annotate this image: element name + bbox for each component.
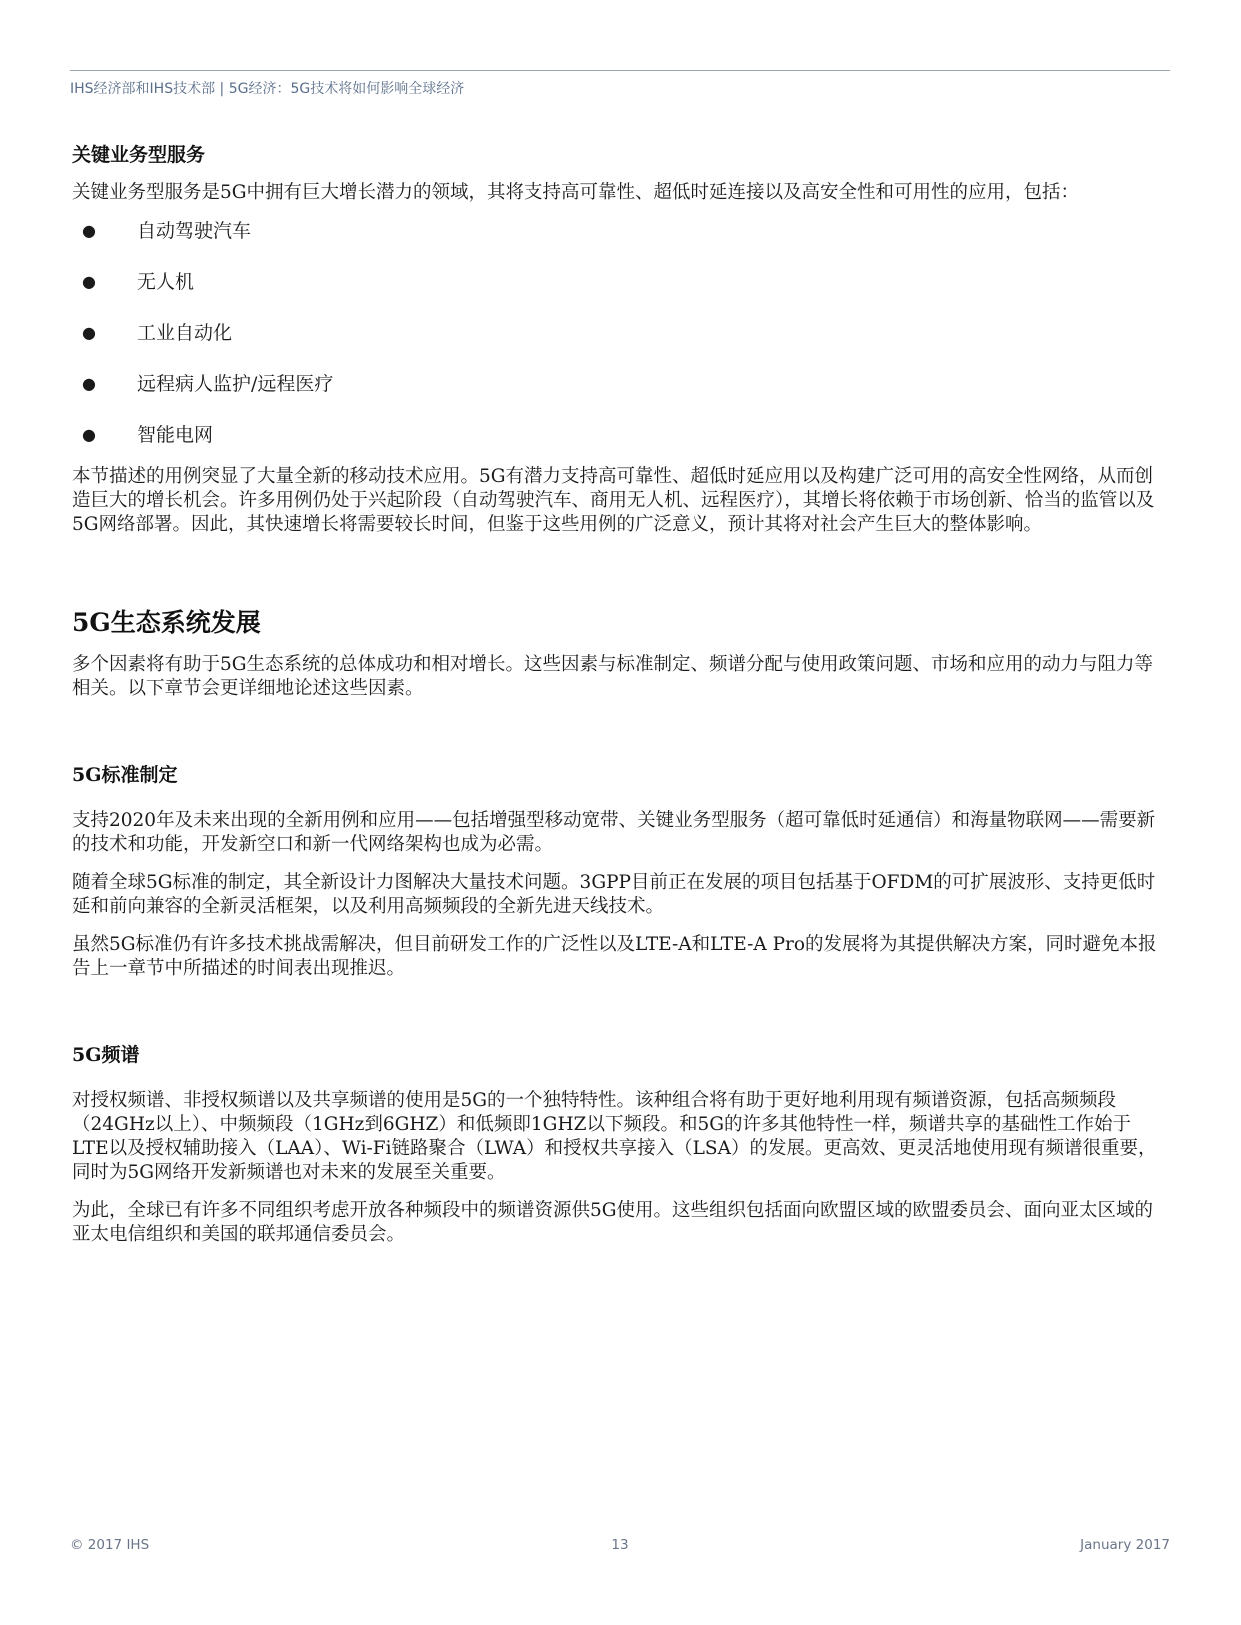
standards-heading: 5G标准制定 bbox=[72, 764, 178, 786]
spectrum-paragraph-1: 对授权频谱、非授权频谱以及共享频谱的使用是5G的一个独特特性。该种组合将有助于更好地利用现有频谱资源，包括高频频段（24GHz以上）、中频频段（1GHz到6GHZ）和低频即1GHZ以下频段。和5G的许多其他特性一样，频谱共享的基础性工作始于LTE以及授权辅助接入（LAA）、Wi-Fi链路聚合（LWA）和授权共享接入（LSA）的发展。更高效、更灵活地使用现有频谱很重要，同时为5G网络开发新频谱也对未来的发展至关重要。 bbox=[72, 1090, 1157, 1183]
header-rule bbox=[70, 70, 1170, 71]
critical-services-intro: 关键业务型服务是5G中拥有巨大增长潜力的领域，其将支持高可靠性、超低时延连接以及高安全性和可用性的应用，包括： bbox=[72, 182, 1080, 203]
bullet-icon: ● bbox=[82, 374, 96, 393]
running-header: IHS经济部和IHS技术部 | 5G经济：5G技术将如何影响全球经济 bbox=[70, 81, 465, 97]
standards-paragraph-2: 随着全球5G标准的制定，其全新设计力图解决大量技术问题。3GPP目前正在发展的项目包括基于OFDM的可扩展波形、支持更低时延和前向兼容的全新灵活框架，以及利用高频频段的全新先进天线技术。 bbox=[72, 872, 1156, 917]
list-item: ● 远程病人监护/远程医疗 bbox=[72, 372, 1162, 396]
list-item: ● 智能电网 bbox=[72, 423, 1162, 447]
standards-paragraph-1: 支持2020年及未来出现的全新用例和应用——包括增强型移动宽带、关键业务型服务（超可靠低时延通信）和海量物联网——需要新的技术和功能，开发新空口和新一代网络架构也成为必需。 bbox=[72, 810, 1156, 855]
page-content bbox=[72, 140, 1162, 1261]
bullet-icon: ● bbox=[82, 323, 96, 342]
critical-services-list bbox=[72, 219, 1162, 447]
list-item: ● 工业自动化 bbox=[72, 321, 1162, 345]
bullet-icon: ● bbox=[82, 272, 96, 291]
page-footer bbox=[70, 1537, 1170, 1557]
list-item: ● 自动驾驶汽车 bbox=[72, 219, 1162, 243]
footer-date: January 2017 bbox=[1080, 1537, 1170, 1553]
ecosystem-heading: 5G生态系统发展 bbox=[72, 608, 261, 637]
spectrum-heading: 5G频谱 bbox=[72, 1044, 140, 1066]
list-item: ● 无人机 bbox=[72, 270, 1162, 294]
standards-paragraph-3: 虽然5G标准仍有许多技术挑战需解决，但目前研发工作的广泛性以及LTE-A和LTE-A Pro的发展将为其提供解决方案，同时避免本报告上一章节中所描述的时间表出现推迟。 bbox=[72, 934, 1157, 979]
page-number: 13 bbox=[611, 1537, 629, 1553]
critical-services-heading: 关键业务型服务 bbox=[72, 144, 206, 166]
footer-copyright: © 2017 IHS bbox=[70, 1537, 150, 1553]
ecosystem-paragraph: 多个因素将有助于5G生态系统的总体成功和相对增长。这些因素与标准制定、频谱分配与使用政策问题、市场和应用的动力与阻力等相关。以下章节会更详细地论述这些因素。 bbox=[72, 654, 1154, 699]
bullet-icon: ● bbox=[82, 425, 96, 444]
spectrum-paragraph-2: 为此，全球已有许多不同组织考虑开放各种频段中的频谱资源供5G使用。这些组织包括面向欧盟区域的欧盟委员会、面向亚太区域的亚太电信组织和美国的联邦通信委员会。 bbox=[72, 1200, 1154, 1245]
bullet-icon: ● bbox=[82, 221, 96, 240]
critical-services-summary: 本节描述的用例突显了大量全新的移动技术应用。5G有潜力支持高可靠性、超低时延应用以及构建广泛可用的高安全性网络，从而创造巨大的增长机会。许多用例仍处于兴起阶段（自动驾驶汽车、商用无人机、远程医疗），其增长将依赖于市场创新、恰当的监管以及5G网络部署。因此，其快速增长将需要较长时间，但鉴于这些用例的广泛意义，预计其将对社会产生巨大的整体影响。 bbox=[72, 466, 1155, 535]
